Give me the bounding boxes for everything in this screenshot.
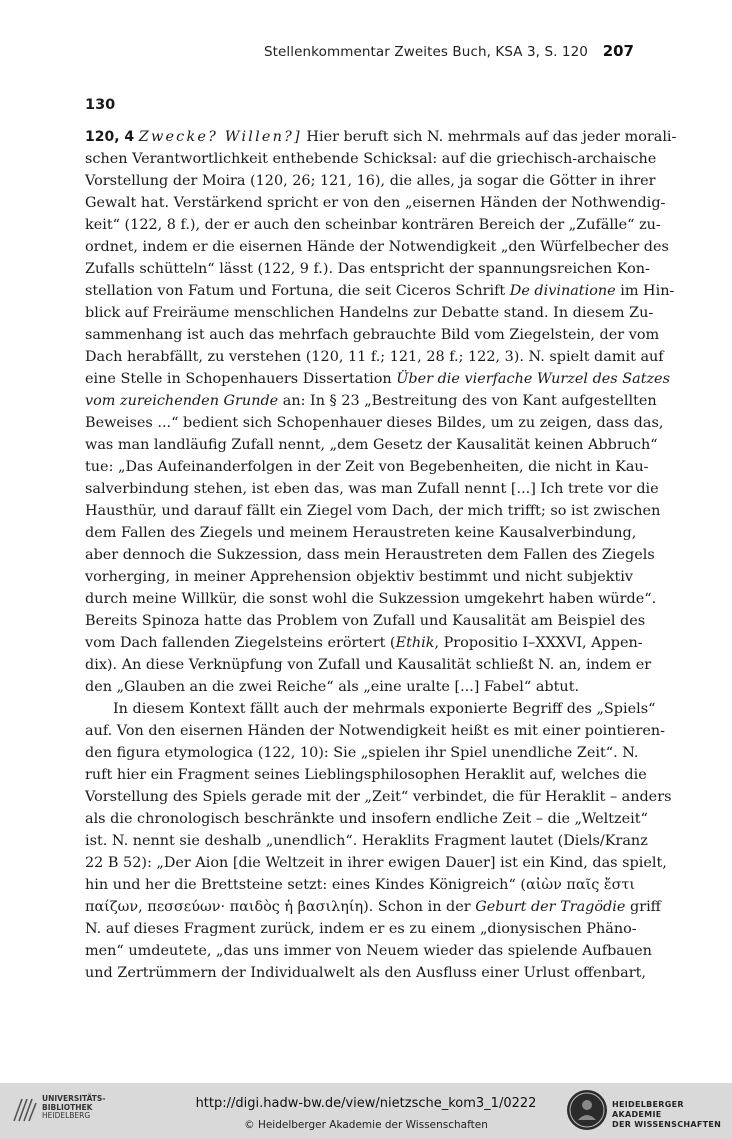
text-line — [85, 434, 658, 456]
italic-title: Geburt der Tragödie — [475, 899, 626, 915]
text-line — [85, 940, 652, 962]
text-line — [85, 676, 633, 698]
text-line — [85, 368, 670, 390]
text-run: dix). An diese Verknüpfung von Zufall und Kausalität schließt N. an, indem er — [85, 657, 652, 673]
text-line — [85, 654, 652, 676]
text-line — [85, 808, 648, 830]
text-line — [85, 258, 650, 280]
text-run: hin und her die Brettsteine setzt: eines Kindes Königreich“ (αἰὼν παῖς ἔστι — [85, 877, 636, 893]
digitization-footer — [0, 1083, 732, 1139]
italic-title: De divinatione — [509, 283, 616, 299]
text-line — [85, 478, 659, 500]
text-run: N. auf dieses Fragment zurück, indem er es zu einem „dionysischen Phäno- — [85, 921, 637, 937]
text-run: durch meine Willkür, die sonst wohl die Sukzession umgekehrt haben würde“. — [85, 591, 657, 607]
text-line — [85, 390, 657, 412]
text-run: und Zertrümmern der Individualwelt als den Ausfluss einer Urlust offenbart, — [85, 965, 646, 981]
text-run: ist. N. nennt sie deshalb „unendlich“. Heraklits Fragment lautet (Diels/Kranz — [85, 833, 648, 849]
lemma-text: Zwecke? Willen?] — [138, 129, 302, 145]
text-line — [85, 324, 660, 346]
text-run: als die chronologisch beschränkte und insofern endliche Zeit – die „Weltzeit“ — [85, 811, 648, 827]
text-run: den figura etymologica (122, 10): Sie „spielen ihr Spiel unendliche Zeit“. N. — [85, 745, 639, 761]
text-line — [85, 170, 656, 192]
text-line — [85, 192, 666, 214]
text-run: παίζων, πεσσεύων· παιδὸς ἡ βασιληίη). Schon in der — [85, 899, 476, 915]
paragraph-2 — [85, 698, 672, 984]
text-run: Dach herabfällt, zu verstehen (120, 11 f.; 121, 28 f.; 122, 3). N. spielt damit auf — [85, 349, 664, 365]
text-run: Hier beruft sich N. mehrmals auf das jeder morali- — [301, 129, 677, 145]
text-line — [85, 830, 648, 852]
text-line — [85, 962, 646, 984]
text-run: schen Verantwortlichkeit enthebende Schicksal: auf die griechisch-archaische — [85, 151, 657, 167]
text-line — [85, 148, 657, 170]
commentary-body — [85, 126, 677, 984]
text-run: In diesem Kontext fällt auch der mehrmals exponierte Begriff des „Spiels“ — [113, 701, 656, 717]
text-line — [85, 280, 675, 302]
page-number: 207 — [602, 42, 634, 60]
text-run: keit“ (122, 8 f.), der er auch den scheinbar konträren Bereich der „Zufälle“ zu- — [85, 217, 661, 233]
copyright-notice: © Heidelberger Akademie der Wissenschaften — [244, 1119, 488, 1131]
text-run: an: In § 23 „Bestreitung des von Kant aufgestellten — [278, 393, 657, 409]
text-line — [85, 302, 654, 324]
text-run: men“ umdeutete, „das uns immer von Neuem wieder das spielende Aufbauen — [85, 943, 652, 959]
lemma-reference: 120, 4 — [85, 129, 135, 145]
academy-name: HEIDELBERGER AKADEMIE DER WISSENSCHAFTEN — [612, 1100, 722, 1129]
library-name: UNIVERSITÄTS- BIBLIOTHEK HEIDELBERG — [42, 1094, 106, 1120]
text-line — [85, 544, 655, 566]
italic-title: Ethik — [395, 635, 435, 651]
text-run: aber dennoch die Sukzession, dass mein Heraustreten dem Fallen des Ziegels — [85, 547, 655, 563]
text-run: vom Dach fallenden Ziegelsteins erörtert ( — [85, 635, 396, 651]
text-line — [85, 346, 664, 368]
text-line — [85, 522, 637, 544]
text-run: Beweises ...“ bedient sich Schopenhauer dieses Bildes, um zu zeigen, dass das, — [85, 415, 664, 431]
text-line — [85, 610, 646, 632]
text-line — [85, 500, 661, 522]
text-line — [85, 632, 643, 654]
text-run: dem Fallen des Ziegels und meinem Heraustreten keine Kausalverbindung, — [85, 525, 637, 541]
paragraph-1 — [85, 126, 677, 698]
text-line — [85, 918, 637, 940]
text-line — [85, 698, 656, 720]
text-run: blick auf Freiräume menschlichen Handelns zur Debatte stand. In diesem Zu- — [85, 305, 654, 321]
text-run: vorherging, in meiner Apprehension objektiv bestimmt und nicht subjektiv — [85, 569, 633, 585]
source-url-link[interactable]: http://digi.hadw-bw.de/view/nietzsche_kom3_1/0222 — [195, 1096, 537, 1111]
text-line — [85, 874, 636, 896]
text-run: Gewalt hat. Verstärkend spricht er von den „eisernen Händen der Nothwendig- — [85, 195, 666, 211]
text-line — [85, 896, 661, 918]
text-line — [85, 412, 664, 434]
text-line — [85, 566, 633, 588]
text-run: im Hin- — [615, 283, 675, 299]
text-run: Vorstellung der Moira (120, 26; 121, 16), die alles, ja sogar die Götter in ihrer — [85, 173, 656, 189]
text-run: was man landläufig Zufall nennt, „dem Gesetz der Kausalität keinen Abbruch“ — [85, 437, 658, 453]
text-line — [85, 786, 672, 808]
section-number: 130 — [85, 97, 116, 113]
text-line — [85, 720, 665, 742]
italic-title: vom zureichenden Grunde — [85, 393, 279, 409]
text-run: tue: „Das Aufeinanderfolgen in der Zeit von Begebenheiten, die nicht in Kau- — [85, 459, 649, 475]
text-run: auf. Von den eisernen Händen der Notwendigkeit heißt es mit einer pointieren- — [85, 723, 665, 739]
text-run: eine Stelle in Schopenhauers Dissertation — [85, 371, 397, 387]
text-run: salverbindung stehen, ist eben das, was man Zufall nennt [...] Ich trete vor die — [85, 481, 659, 497]
text-run: den „Glauben an die zwei Reiche“ als „eine uralte [...] Fabel“ abtut. — [85, 679, 580, 695]
text-run: Zufalls schütteln“ lässt (122, 9 f.). Das entspricht der spannungsreichen Kon- — [85, 261, 650, 277]
text-run: ordnet, indem er die eisernen Hände der Notwendigkeit „den Würfelbecher des — [85, 239, 669, 255]
text-line — [85, 456, 649, 478]
text-run: Hausthür, und darauf fällt ein Ziegel vom Dach, der mich trifft; so ist zwischen — [85, 503, 661, 519]
text-line — [85, 236, 669, 258]
text-run: stellation von Fatum und Fortuna, die seit Ciceros Schrift — [85, 283, 510, 299]
text-run: sammenhang ist auch das mehrfach gebrauchte Bild vom Ziegelstein, der vom — [85, 327, 660, 343]
text-line — [85, 742, 639, 764]
text-line — [85, 214, 661, 236]
running-title: Stellenkommentar Zweites Buch, KSA 3, S. 120 — [263, 44, 588, 60]
text-line — [85, 588, 657, 610]
text-line — [85, 852, 667, 874]
text-run: ruft hier ein Fragment seines Lieblingsphilosophen Heraklit auf, welches die — [85, 767, 647, 783]
italic-title: Über die vierfache Wurzel des Satzes — [396, 371, 670, 387]
text-line — [85, 126, 677, 148]
academy-seal-icon — [567, 1090, 607, 1130]
text-run: Vorstellung des Spiels gerade mit der „Zeit“ verbindet, die für Heraklit – anders — [85, 789, 672, 805]
text-run: 22 B 52): „Der Aion [die Weltzeit in ihrer ewigen Dauer] ist ein Kind, das spielt, — [85, 855, 667, 871]
text-run: griff — [625, 899, 661, 915]
text-run: , Propositio I–XXXVI, Appen- — [434, 635, 643, 651]
text-line — [85, 764, 647, 786]
text-run: Bereits Spinoza hatte das Problem von Zufall und Kausalität am Beispiel des — [85, 613, 646, 629]
